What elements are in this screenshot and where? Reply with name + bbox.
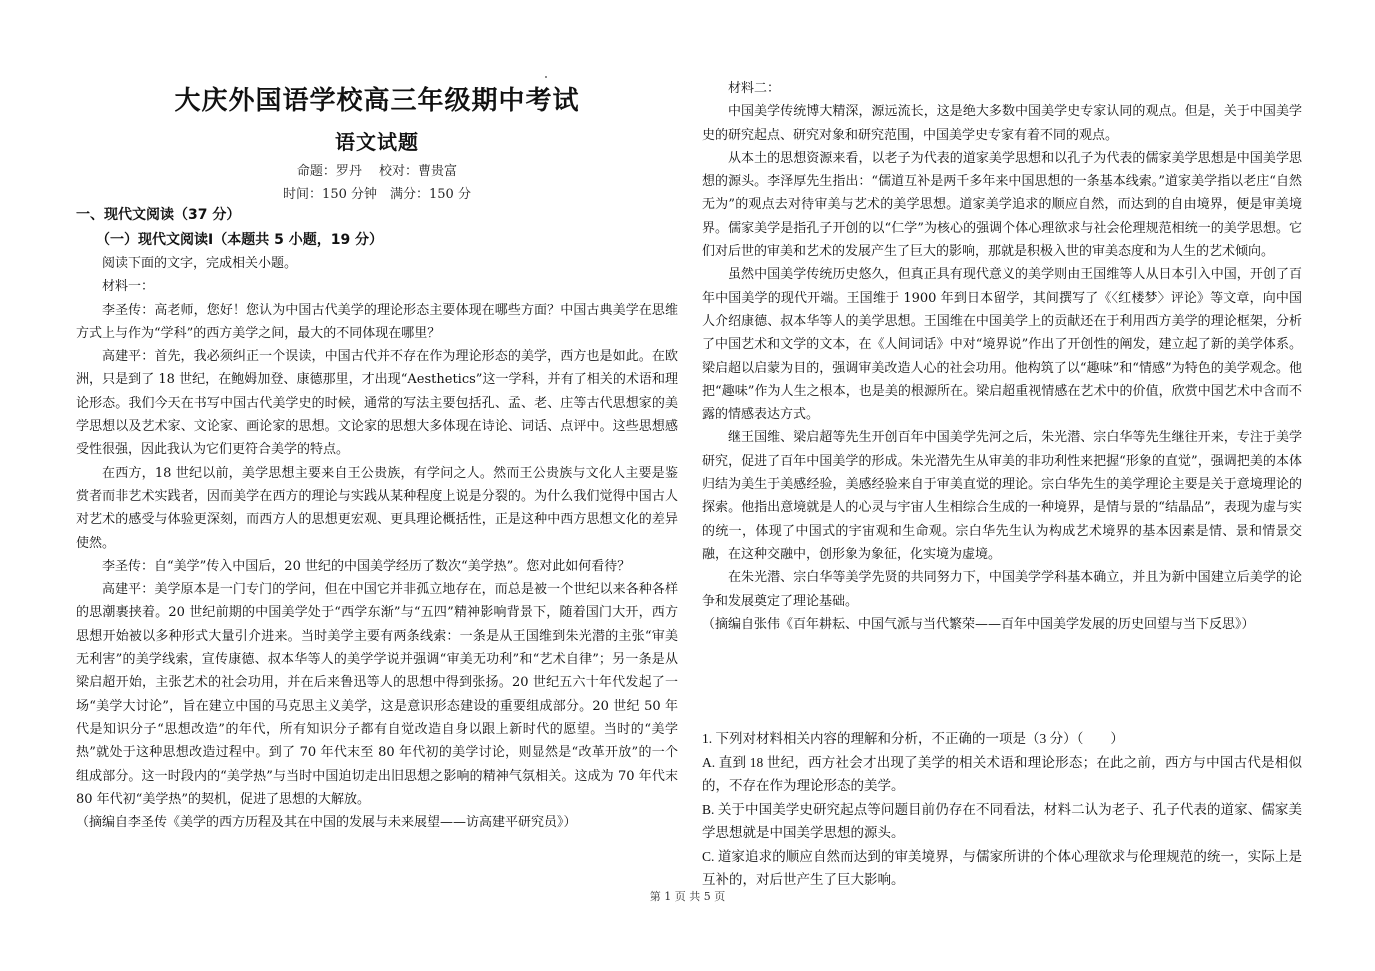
option-b: B. 关于中国美学史研究起点等问题目前仍存在不同看法，材料二认为老子、孔子代表的道家、儒家美学思想就是中国美学思想的源头。: [702, 801, 1302, 840]
option-a: A. 直到 18 世纪，西方社会才出现了美学的相关术语和理论形态；在此之前，西方与中国古代是相似的，不存在作为理论形态的美学。: [702, 754, 1302, 793]
authors-line: 命题：罗丹 校对：曹贵富: [296, 164, 458, 179]
material1-label: 材料一：: [102, 279, 155, 295]
exam-subtitle: 语文试题: [335, 130, 419, 154]
exam-title: 大庆外国语学校高三年级期中考试: [174, 86, 580, 116]
option-c: C. 道家追求的顺应自然而达到的审美境界，与儒家所讲的个体心理欲求与伦理规范的统一，实际上是互补的，对后世产生了巨大影响。: [702, 848, 1302, 887]
material1-paragraph: 李圣传：高老师，您好！您认为中国古代美学的理论形态主要体现在哪些方面？中国古典美学在思维方式上与作为“学科”的西方美学之间，最大的不同体现在哪里？: [76, 302, 678, 341]
question-block: [702, 727, 1302, 892]
material1-paragraph: 李圣传：自“美学”传入中国后，20 世纪的中国美学经历了数次“美学热”。您对此如何看待？: [102, 558, 631, 574]
material2-paragraph: 虽然中国美学传统历史悠久，但真正具有现代意义的美学则由王国维等人从日本引入中国，开创了百年中国美学的现代开端。王国维于 1900 年到日本留学，其间撰写了《〈红楼梦〉评论》等文章，向中国人介绍康德、叔本华等人的美学思想。王国维在中国美学上的贡献还在于利用西方美学的理论框架，分析了中国艺术和文学的文本，在《人间词话》中对“境界说”作出了开创性的阐发，建立起了新的美学体系。梁启超以启蒙为目的，强调审美改造人心的社会功用。他构筑了以“趣味”和“情感”为特色的美学观念。他把“趣味”作为人生之根本，也是美的根源所在。梁启超重视情感在艺术中的价值，欣赏中国艺术中含而不露的情感表达方式。: [702, 267, 1302, 423]
subsection-heading: （一）现代文阅读Ⅰ（本题共 5 小题，19 分）: [96, 232, 384, 248]
material1-paragraph: 在西方，18 世纪以前，美学思想主要来自王公贵族，有学问之人。然而王公贵族与文化人主要是鉴赏者而非艺术实践者，因而美学在西方的理论与实践从某种程度上说是分裂的。为什么我们觉得中国古人对艺术的感受与体验更深刻，而西方人的思想更宏观、更具理论概括性，正是这种中西方思想文化的差异使然。: [76, 465, 678, 551]
material2-paragraph: 中国美学传统博大精深，源远流长，这是绝大多数中国美学史专家认同的观点。但是，关于中国美学史的研究起点、研究对象和研究范围，中国美学史专家有着不同的观点。: [702, 104, 1302, 143]
section-heading: 一、现代文阅读（37 分）: [76, 207, 241, 223]
material1-source: （摘编自李圣传《美学的西方历程及其在中国的发展与未来展望——访高建平研究员》）: [76, 815, 577, 831]
material2-source: （摘编自张伟《百年耕耘、中国气派与当代繁荣——百年中国美学发展的历史回望与当下反思》）: [702, 616, 1255, 632]
material1-paragraph: 高建平：美学原本是一门专门的学问，但在中国它并非孤立地存在，而总是被一个世纪以来各种各样的思潮裹挟着。20 世纪前期的中国美学处于“西学东渐”与“五四”精神影响背景下，随着国门大开，西方思想开始被以多种形式大量引介进来。当时美学主要有两条线索：一条是从王国维到朱光潜的主张“审美无利害”的美学线索，宣传康德、叔本华等人的美学学说并强调“审美无功利”和“艺术自律”；另一条是从梁启超开始，主张艺术的社会功用，并在后来鲁迅等人的思想中得到张扬。20 世纪五六十年代发起了一场“美学大讨论”，旨在建立中国的马克思主义美学，这是意识形态建设的重要组成部分。20 世纪 50 年代是知识分子“思想改造”的年代，所有知识分子都有自觉改造自身以跟上新时代的愿望。当时的“美学热”就处于这种思想改造过程中。到了 70 年代末至 80 年代初的美学讨论，则显然是“改革开放”的一个组成部分。这一时段内的“美学热”与当时中国迫切走出旧思想之影响的精神气氛相关。这成为 70 年代末 80 年代初“美学热”的契机，促进了思想的大解放。: [76, 582, 678, 807]
question-stem: 1. 下列对材料相关内容的理解和分析，不正确的一项是（3 分）（ ）: [702, 731, 1124, 746]
material2-block: [702, 77, 1302, 636]
material2-paragraph: 从本土的思想资源来看，以老子为代表的道家美学思想和以孔子为代表的儒家美学思想是中国美学思想的源头。李泽厚先生指出：“儒道互补是两千多年来中国思想的一条基本线索。”道家美学指以老庄“自然无为”的观点去对待审美与艺术的美学思想。道家美学追求的顺应自然，而达到的自由境界，便是审美境界。儒家美学是指孔子开创的以“仁学”为核心的强调个体心理欲求与社会伦理规范相统一的美学思想。它们对后世的审美和艺术的发展产生了巨大的影响，那就是积极入世的审美态度和为人生的艺术倾向。: [702, 150, 1302, 260]
material2-paragraph: 在朱光潜、宗白华等美学先贤的共同努力下，中国美学学科基本确立，并且为新中国建立后美学的论争和发展奠定了理论基础。: [702, 570, 1302, 609]
page-footer: 第 1 页 共 5 页: [649, 890, 726, 903]
stray-mark: [545, 76, 547, 78]
material2-label: 材料二：: [728, 81, 781, 96]
material1-paragraph: 高建平：首先，我必须纠正一个误读，中国古代并不存在作为理论形态的美学，西方也是如此。在欧洲，只是到了 18 世纪，在鲍姆加登、康德那里，才出现“Aesthetics”这一学科，并有了相关的术语和理论形态。我们今天在书写中国古代美学史的时候，通常的写法主要包括孔、孟、老、庄等古代思想家的美学思想以及艺术家、文论家、画论家的思想。文论家的思想大多体现在诗论、词话、点评中。这些思想感受性很强，因此我认为它们更符合美学的特点。: [76, 349, 678, 458]
instruction-text: 阅读下面的文字，完成相关小题。: [102, 256, 298, 271]
time-score-line: 时间：150 分钟 满分：150 分: [283, 187, 471, 202]
material1-block: [76, 252, 678, 834]
material2-paragraph: 继王国维、梁启超等先生开创百年中国美学先河之后，朱光潜、宗白华等先生继往开来，专注于美学研究，促进了百年中国美学的形成。朱光潜先生从审美的非功利性来把握“形象的直觉”，强调把美的本体归结为美生于美感经验，美感经验来自于审美直觉的理论。宗白华先生的美学理论主要是关于意境理论的探索。他指出意境就是人的心灵与宇宙人生相综合生成的一种境界，是情与景的“结晶品”，表现为虚与实的统一，体现了中国式的宇宙观和生命观。宗白华先生认为构成艺术境界的基本因素是情、景和情景交融，在这种交融中，创形象为象征，化实境为虚境。: [702, 430, 1302, 562]
